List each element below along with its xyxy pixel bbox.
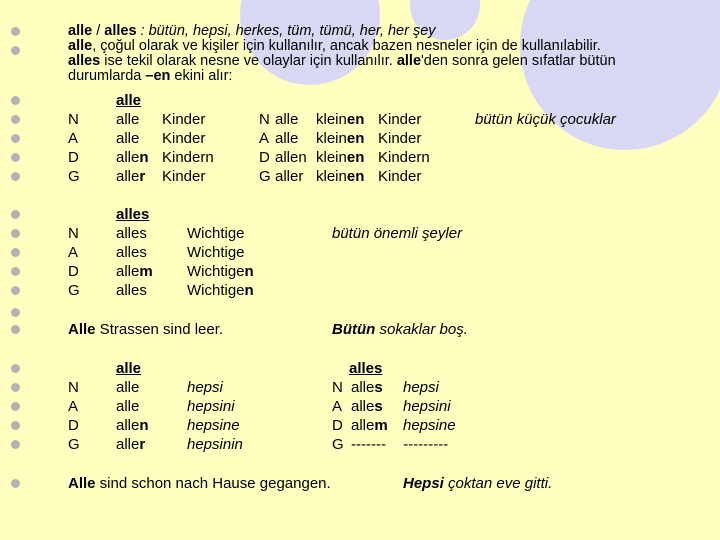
bullet-icon (11, 364, 20, 373)
pronoun-base: ------- (351, 436, 386, 453)
table-header-left: alle (116, 360, 142, 377)
pronoun (116, 416, 149, 435)
article (116, 262, 153, 281)
article: alle (275, 130, 299, 147)
pronoun-base: alle (351, 398, 375, 415)
keyword: Bütün (332, 321, 376, 338)
pronoun-base: alle (351, 379, 375, 396)
article (116, 148, 149, 167)
bullet-icon (11, 46, 20, 55)
pronoun-base: alle (116, 379, 140, 396)
adjective (316, 129, 364, 148)
bullet-icon (11, 325, 20, 334)
keyword: Hepsi (403, 475, 444, 492)
keyword: alle (68, 38, 93, 54)
bullet-icon (11, 248, 20, 257)
text: ekini alır: (170, 68, 233, 84)
keyword: alles (68, 53, 101, 69)
bullet-icon (11, 229, 20, 238)
bullet-icon (11, 267, 20, 276)
case-label: G (68, 436, 80, 453)
article (116, 129, 139, 148)
noun: Kinder (378, 111, 422, 128)
bullet-icon (11, 210, 20, 219)
bullet-icon (11, 421, 20, 430)
pronoun (116, 435, 145, 454)
article-suffix: n (139, 149, 149, 166)
keyword-alles: alles (104, 23, 137, 39)
pronoun-base: alle (116, 398, 140, 415)
noun-base: Wichtige (187, 225, 245, 242)
noun: Kinder (162, 130, 206, 147)
case-label: D (68, 149, 79, 166)
noun: Kinder (378, 168, 422, 185)
article (116, 224, 147, 243)
bullet-icon (11, 286, 20, 295)
case-label: N (259, 111, 270, 128)
noun (187, 224, 245, 243)
pronoun (116, 378, 139, 397)
noun-suffix: n (244, 263, 254, 280)
translation: hepsini (187, 398, 235, 415)
bullet-icon (11, 96, 20, 105)
case-label: A (68, 244, 79, 261)
adjective-suffix: en (346, 149, 365, 166)
case-label: A (332, 398, 343, 415)
translation: --------- (403, 436, 448, 453)
case-label: D (68, 263, 79, 280)
case-label: N (68, 225, 79, 242)
article: aller (275, 168, 304, 185)
case-label: G (259, 168, 271, 185)
pronoun (351, 378, 383, 397)
pronoun (351, 397, 383, 416)
case-label: G (332, 436, 344, 453)
article-base: alle (116, 149, 140, 166)
article: alle (275, 111, 299, 128)
text: ise tekil olarak nesne ve olaylar için kullanılır. (100, 53, 397, 69)
translation: hepsini (403, 398, 451, 415)
pronoun-suffix: n (139, 417, 149, 434)
adjective-suffix: en (346, 168, 365, 185)
bullet-icon (11, 383, 20, 392)
case-label: A (68, 398, 79, 415)
bullet-icon (11, 172, 20, 181)
translation: bütün önemli şeyler (332, 225, 463, 242)
pronoun-suffix: s (374, 379, 383, 396)
text: durumlarda (68, 68, 146, 84)
noun: Kindern (378, 149, 430, 166)
keyword: Alle (68, 475, 96, 492)
table-header: alle (116, 92, 142, 109)
example-translation-1 (332, 320, 468, 339)
adjective (316, 167, 364, 186)
case-label: A (259, 130, 270, 147)
adjective (316, 148, 364, 167)
sentence: sind schon nach Hause gegangen. (95, 475, 331, 492)
example-translation-2 (403, 474, 552, 493)
example-sentence-2 (68, 474, 331, 493)
article-suffix: m (139, 263, 153, 280)
meaning-text: : bütün, hepsi, herkes, tüm, tümü, her, her şey (136, 23, 436, 39)
noun-suffix: n (244, 282, 254, 299)
noun-base: Wichtige (187, 282, 245, 299)
translation: hepsine (403, 417, 456, 434)
adjective-suffix: en (346, 111, 365, 128)
keyword-alle: alle (68, 23, 93, 39)
article-base: alle (116, 111, 140, 128)
bullet-icon (11, 308, 20, 317)
adjective-base: klein (316, 130, 347, 147)
article-base: alles (116, 244, 147, 261)
case-label: D (332, 417, 343, 434)
pronoun-base: alle (116, 436, 140, 453)
translation: hepsi (187, 379, 223, 396)
case-label: D (68, 417, 79, 434)
bullet-icon (11, 402, 20, 411)
separator: / (92, 23, 105, 39)
bullet-icon (11, 479, 20, 488)
sentence: Strassen sind leer. (95, 321, 224, 338)
noun (187, 262, 254, 281)
adjective (316, 110, 364, 129)
keyword: –en (145, 68, 171, 84)
pronoun-suffix: r (139, 436, 146, 453)
sentence: çoktan eve gitti. (443, 475, 553, 492)
case-label: N (332, 379, 343, 396)
noun-base: Wichtige (187, 244, 245, 261)
table-header: alles (116, 206, 150, 223)
article (116, 281, 147, 300)
bullet-icon (11, 27, 20, 36)
adjective-base: klein (316, 149, 347, 166)
example-sentence-1 (68, 320, 223, 339)
case-label: G (68, 168, 80, 185)
pronoun (116, 397, 139, 416)
article-base: alle (116, 168, 140, 185)
intro-paragraph (68, 39, 708, 84)
noun: Kinder (162, 168, 206, 185)
keyword: alle (396, 53, 422, 69)
keyword: Alle (68, 321, 96, 338)
noun: Kinder (162, 111, 206, 128)
noun: Kindern (162, 149, 214, 166)
pronoun-base: alle (351, 417, 375, 434)
case-label: G (68, 282, 80, 299)
case-label: N (68, 379, 79, 396)
translation: hepsine (187, 417, 240, 434)
pronoun-suffix: m (374, 417, 388, 434)
pronoun-suffix: s (374, 398, 383, 415)
pronoun-base: alle (116, 417, 140, 434)
article-base: alle (116, 130, 140, 147)
bullet-icon (11, 153, 20, 162)
text: , çoğul olarak ve kişiler için kullanılır, ancak bazen nesneler için de kullanılabilir. (92, 38, 601, 54)
article-suffix: r (139, 168, 146, 185)
pronoun (351, 416, 388, 435)
translation: bütün küçük çocuklar (475, 111, 616, 128)
article-base: alles (116, 225, 147, 242)
noun: Kinder (378, 130, 422, 147)
bullet-icon (11, 134, 20, 143)
translation: hepsi (403, 379, 439, 396)
adjective-base: klein (316, 168, 347, 185)
article-base: alles (116, 282, 147, 299)
adjective-base: klein (316, 111, 347, 128)
article (116, 110, 139, 129)
case-label: A (68, 130, 79, 147)
article (116, 243, 147, 262)
adjective-suffix: en (346, 130, 365, 147)
table-header-right: alles (349, 360, 383, 377)
bullet-icon (11, 115, 20, 124)
article: allen (275, 149, 307, 166)
noun (187, 281, 254, 300)
noun-base: Wichtige (187, 263, 245, 280)
article (116, 167, 145, 186)
case-label: N (68, 111, 79, 128)
text: 'den sonra gelen sıfatlar bütün (421, 53, 616, 69)
sentence: sokaklar boş. (375, 321, 468, 338)
case-label: D (259, 149, 270, 166)
bullet-icon (11, 440, 20, 449)
translation: hepsinin (187, 436, 243, 453)
article-base: alle (116, 263, 140, 280)
noun (187, 243, 245, 262)
pronoun (351, 435, 386, 454)
